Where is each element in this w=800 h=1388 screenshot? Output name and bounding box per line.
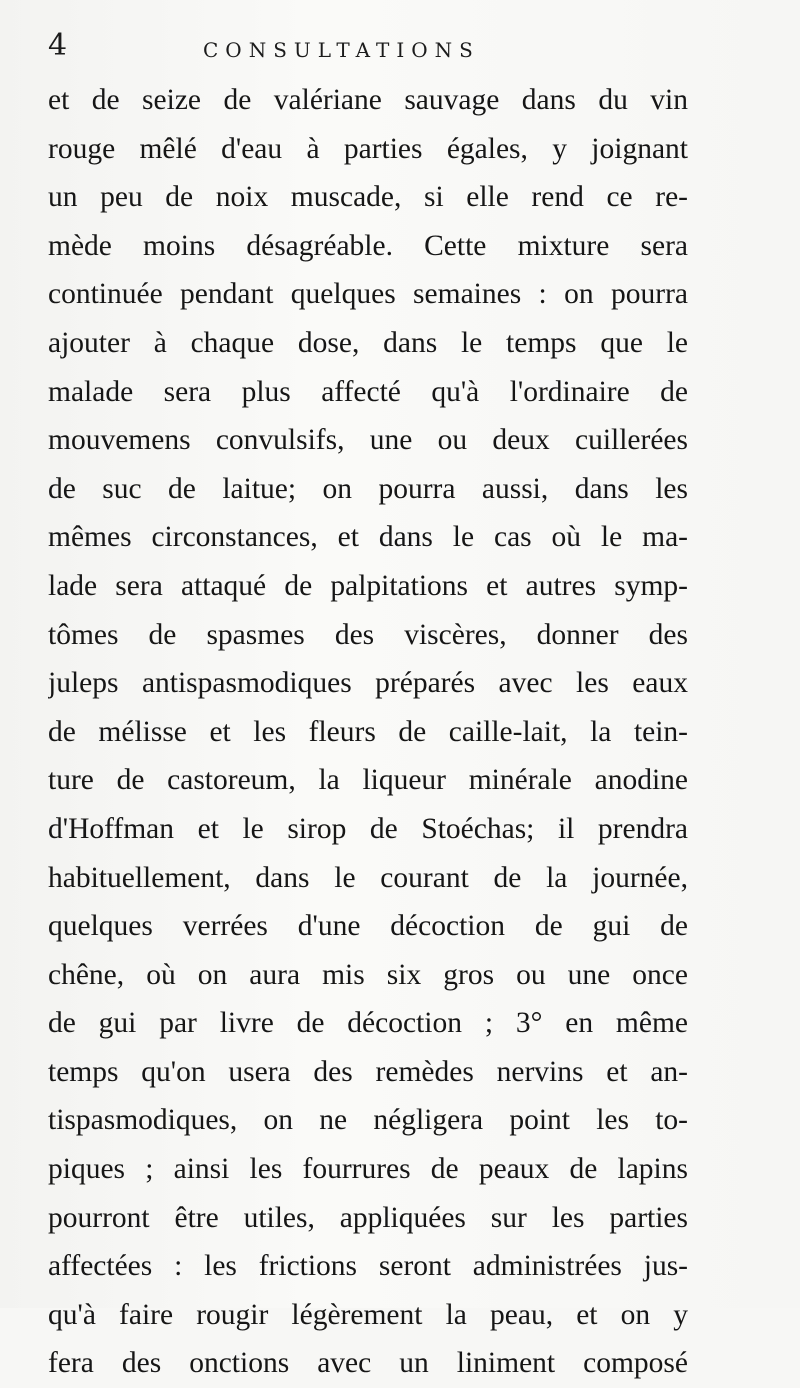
text-line: quelques verrées d'une décoction de gui de [48,910,688,943]
text-line: de suc de laitue; on pourra aussi, dans les [48,472,688,505]
text-line: rouge mêlé d'eau à parties égales, y joignant [48,132,688,165]
text-line: tômes de spasmes des viscères, donner des [48,618,688,651]
text-line: habituellement, dans le courant de la journée, [48,861,688,894]
text-line: chêne, où on aura mis six gros ou une once [48,958,688,991]
text-line: qu'à faire rougir légèrement la peau, et on y [48,1298,688,1331]
text-line: ajouter à chaque dose, dans le temps que le [48,326,688,359]
text-line: piques ; ainsi les fourrures de peaux de lapins [48,1153,688,1186]
text-line: fera des onctions avec un liniment composé [48,1347,688,1380]
text-line: pourront être utiles, appliquées sur les parties [48,1201,688,1234]
text-line: de mélisse et les fleurs de caille-lait, la tein- [48,715,688,748]
text-line: malade sera plus affecté qu'à l'ordinaire de [48,375,688,408]
text-line: d'Hoffman et le sirop de Stoéchas; il prendra [48,812,688,845]
running-head: CONSULTATIONS [203,38,480,62]
text-line: juleps antispasmodiques préparés avec les eaux [48,667,688,700]
text-line: ture de castoreum, la liqueur minérale anodine [48,764,688,797]
text-line: lade sera attaqué de palpitations et autres symp- [48,569,688,602]
text-line: mêmes circonstances, et dans le cas où le ma- [48,521,688,554]
text-line: affectées : les frictions seront administrées jus- [48,1250,688,1283]
text-line: de gui par livre de décoction ; 3° en même [48,1007,688,1040]
text-line: continuée pendant quelques semaines : on pourra [48,278,688,311]
page-number: 4 [48,28,68,63]
text-line: et de seize de valériane sauvage dans du vin [48,84,688,116]
text-line: un peu de noix muscade, si elle rend ce re- [48,181,688,214]
body-text [48,76,688,1388]
page-header [48,28,688,68]
text-line: mède moins désagréable. Cette mixture sera [48,229,688,262]
text-line: temps qu'on usera des remèdes nervins et an- [48,1055,688,1088]
text-line: tispasmodiques, on ne négligera point les to- [48,1104,688,1137]
text-line: mouvemens convulsifs, une ou deux cuillerées [48,424,688,457]
